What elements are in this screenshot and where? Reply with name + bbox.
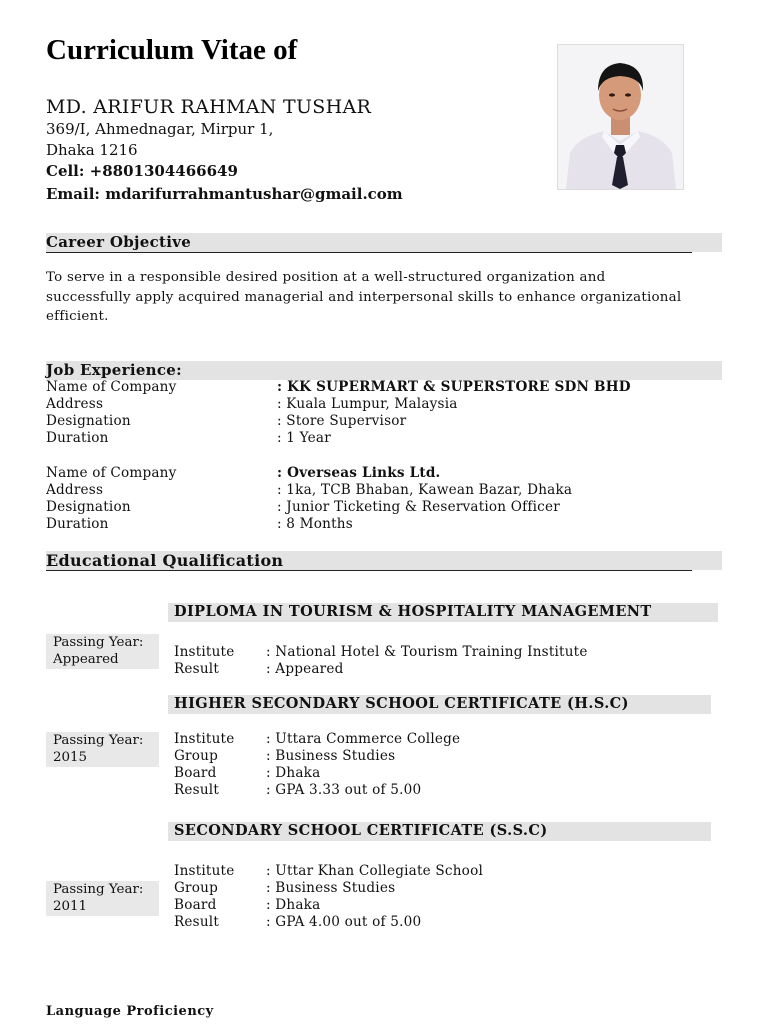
hsc-result-value: : GPA 3.33 out of 5.00	[266, 782, 422, 798]
diploma-passing-value: Appeared	[53, 652, 119, 667]
ssc-result-value: : GPA 4.00 out of 5.00	[266, 914, 422, 930]
cell-value: +8801304466649	[89, 162, 238, 180]
education-heading: Educational Qualification	[46, 551, 284, 570]
job-1-company-label: Name of Company	[46, 379, 177, 395]
ssc-passing-value: 2011	[53, 899, 88, 914]
job-2-designation-value: : Junior Ticketing & Reservation Officer	[277, 499, 560, 515]
address-line-2: Dhaka 1216	[46, 141, 138, 159]
education-underline	[46, 570, 692, 571]
hsc-group-label: Group	[174, 748, 218, 764]
job-1-address-label: Address	[46, 396, 104, 412]
hsc-institute-value: : Uttara Commerce College	[266, 731, 461, 747]
ssc-group-label: Group	[174, 880, 218, 896]
job-2-company-label: Name of Company	[46, 465, 177, 481]
email-label: Email:	[46, 185, 100, 203]
career-objective-underline	[46, 252, 692, 253]
job-1-designation-label: Designation	[46, 413, 131, 429]
cell-label: Cell:	[46, 162, 85, 180]
ssc-title: SECONDARY SCHOOL CERTIFICATE (S.S.C)	[174, 822, 548, 839]
ssc-passing-label: Passing Year:	[53, 882, 144, 897]
hsc-result-label: Result	[174, 782, 220, 798]
diploma-result-value: : Appeared	[266, 661, 344, 677]
cv-title: Curriculum Vitae of	[46, 34, 298, 66]
hsc-passing-box	[46, 732, 159, 767]
job-1-designation-value: : Store Supervisor	[277, 413, 407, 429]
hsc-board-value: : Dhaka	[266, 765, 321, 781]
ssc-institute-value: : Uttar Khan Collegiate School	[266, 863, 484, 879]
address-line-1: 369/I, Ahmednagar, Mirpur 1,	[46, 120, 274, 138]
ssc-group-value: : Business Studies	[266, 880, 396, 896]
hsc-group-value: : Business Studies	[266, 748, 396, 764]
email-line	[46, 185, 403, 203]
diploma-result-label: Result	[174, 661, 220, 677]
hsc-title: HIGHER SECONDARY SCHOOL CERTIFICATE (H.S.C)	[174, 695, 629, 712]
job-2-duration-label: Duration	[46, 516, 109, 532]
job-1-duration-label: Duration	[46, 430, 109, 446]
diploma-title: DIPLOMA IN TOURISM & HOSPITALITY MANAGEMENT	[174, 603, 652, 620]
diploma-institute-label: Institute	[174, 644, 235, 660]
candidate-name: MD. ARIFUR RAHMAN TUSHAR	[46, 96, 372, 118]
diploma-passing-label: Passing Year:	[53, 635, 144, 650]
job-2-address-value: : 1ka, TCB Bhaban, Kawean Bazar, Dhaka	[277, 482, 573, 498]
ssc-institute-label: Institute	[174, 863, 235, 879]
career-objective-heading: Career Objective	[46, 233, 192, 251]
job-2-address-label: Address	[46, 482, 104, 498]
ssc-passing-box	[46, 881, 159, 916]
diploma-passing-box	[46, 634, 159, 669]
job-1-address-value: : Kuala Lumpur, Malaysia	[277, 396, 458, 412]
language-heading: Language Proficiency	[46, 1004, 214, 1019]
person-portrait-icon	[558, 45, 683, 189]
ssc-board-label: Board	[174, 897, 217, 913]
job-1-company-value: : KK SUPERMART & SUPERSTORE SDN BHD	[277, 379, 631, 395]
profile-photo	[557, 44, 684, 190]
ssc-board-value: : Dhaka	[266, 897, 321, 913]
diploma-institute-value: : National Hotel & Tourism Training Institute	[266, 644, 588, 660]
hsc-board-label: Board	[174, 765, 217, 781]
hsc-passing-value: 2015	[53, 750, 88, 765]
job-1-duration-value: : 1 Year	[277, 430, 331, 446]
hsc-institute-label: Institute	[174, 731, 235, 747]
hsc-passing-label: Passing Year:	[53, 733, 144, 748]
cell-line	[46, 162, 238, 180]
job-2-designation-label: Designation	[46, 499, 131, 515]
email-value: mdarifurrahmantushar@gmail.com	[105, 185, 403, 203]
job-2-company-value: : Overseas Links Ltd.	[277, 465, 441, 481]
ssc-result-label: Result	[174, 914, 220, 930]
job-experience-heading: Job Experience:	[46, 361, 182, 379]
career-objective-text: To serve in a responsible desired position at a well-structured organization and successfully apply acquired managerial and interpersonal skills to enhance organizational efficient.	[46, 270, 682, 324]
job-2-duration-value: : 8 Months	[277, 516, 353, 532]
